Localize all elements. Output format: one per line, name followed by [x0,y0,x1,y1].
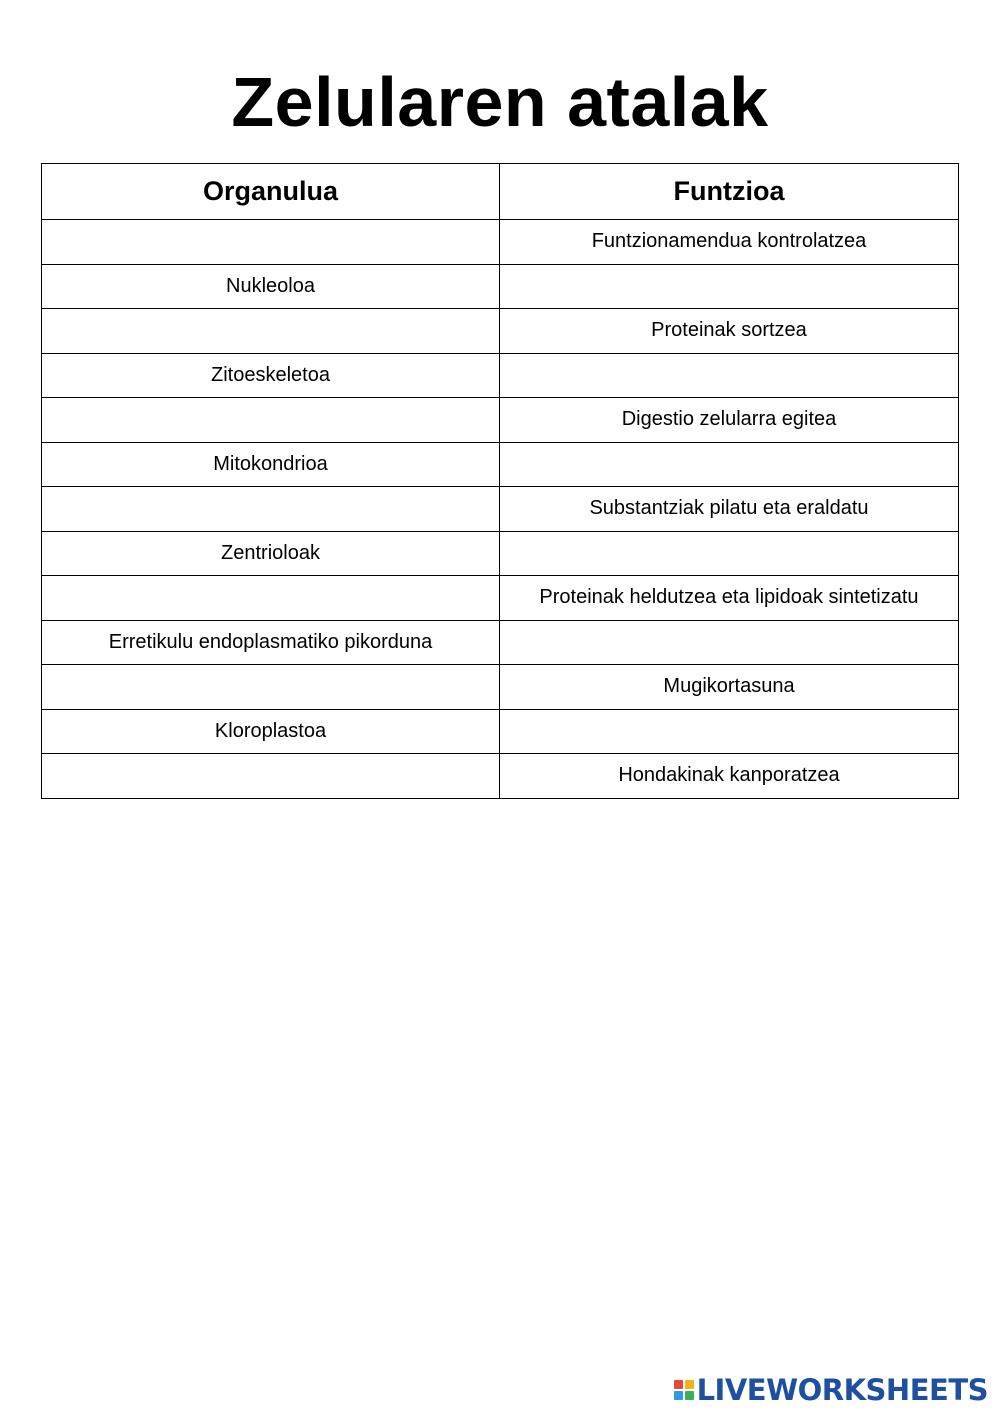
function-cell[interactable] [500,620,959,665]
brand-wordmark: LIVEWORKSHEETS [696,1373,988,1407]
function-cell[interactable]: Proteinak sortzea [500,309,959,354]
organelle-cell[interactable]: Nukleoloa [42,264,500,309]
function-cell[interactable]: Proteinak heldutzea eta lipidoak sintetizatu [500,576,959,621]
organelle-cell[interactable] [42,576,500,621]
liveworksheets-brand [674,1375,988,1405]
organelle-cell[interactable]: Zitoeskeletoa [42,353,500,398]
function-cell[interactable] [500,709,959,754]
organelle-cell[interactable]: Erretikulu endoplasmatiko pikorduna [42,620,500,665]
organelle-cell[interactable] [42,309,500,354]
organelle-function-table [41,163,959,799]
logo-square-green [685,1391,694,1400]
function-cell[interactable]: Funtzionamendua kontrolatzea [500,220,959,265]
liveworksheets-logo-icon [674,1380,694,1400]
function-cell[interactable] [500,442,959,487]
table-row [42,398,959,443]
function-cell[interactable]: Mugikortasuna [500,665,959,710]
function-column-header: Funtzioa [500,164,959,220]
table-row [42,353,959,398]
table-row [42,487,959,532]
table-row [42,620,959,665]
organelle-cell[interactable] [42,398,500,443]
table-row [42,309,959,354]
organelle-cell[interactable] [42,754,500,799]
table-row [42,754,959,799]
table-row [42,220,959,265]
organelle-cell[interactable]: Mitokondrioa [42,442,500,487]
page-title: Zelularen atalak [231,63,769,141]
logo-square-yellow [685,1380,694,1389]
table-row [42,665,959,710]
function-cell[interactable]: Hondakinak kanporatzea [500,754,959,799]
function-cell[interactable] [500,531,959,576]
function-cell[interactable]: Substantziak pilatu eta eraldatu [500,487,959,532]
function-cell[interactable]: Digestio zelularra egitea [500,398,959,443]
table-header-row [42,164,959,220]
organelle-cell[interactable] [42,665,500,710]
logo-square-blue [674,1391,683,1400]
function-cell[interactable] [500,353,959,398]
table-row [42,442,959,487]
organelle-column-header: Organulua [42,164,500,220]
organelle-cell[interactable] [42,487,500,532]
logo-square-red [674,1380,683,1389]
organelle-cell[interactable]: Zentrioloak [42,531,500,576]
table-row [42,576,959,621]
table-row [42,264,959,309]
organelle-cell[interactable] [42,220,500,265]
function-cell[interactable] [500,264,959,309]
organelle-cell[interactable]: Kloroplastoa [42,709,500,754]
table-row [42,709,959,754]
table-row [42,531,959,576]
